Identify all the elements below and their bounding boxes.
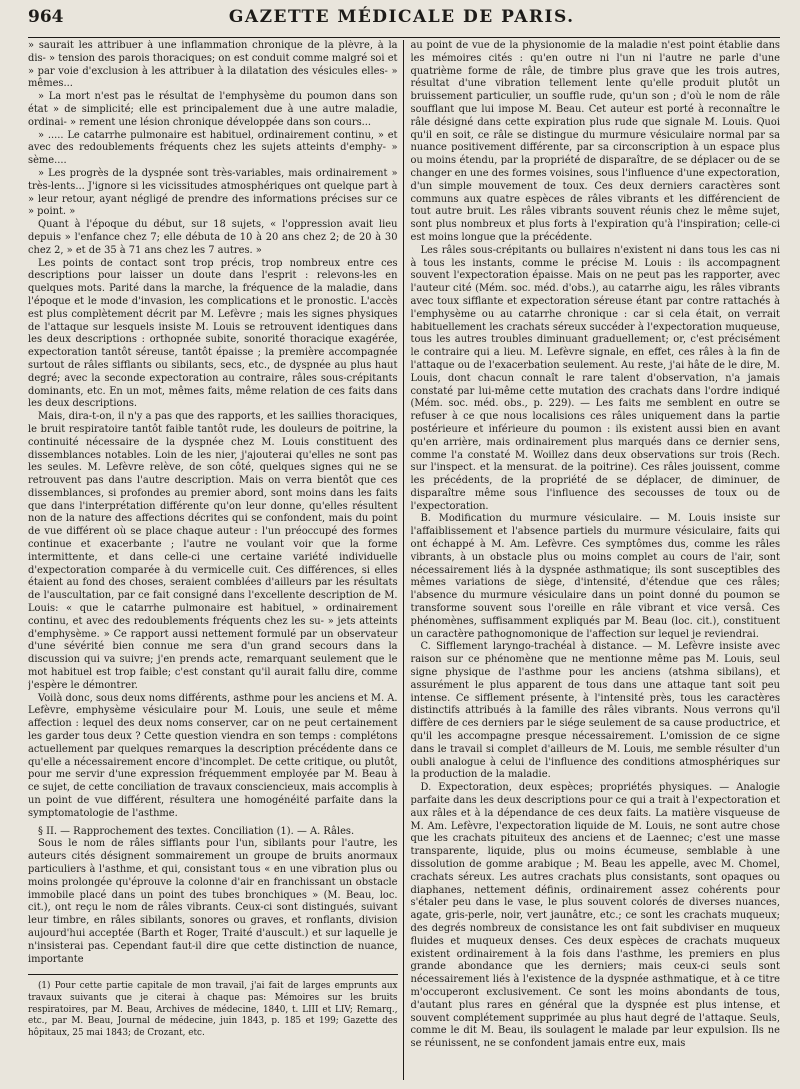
subsection-paragraph: D. Expectoration, deux espèces; propriétés physiques. — Analogie parfaite dans les deux descriptions pour ce qui a trait à l'expectoration et aux râles et à la dépendance de ces deux faits. La matière visqueuse de M. Am. Lefèvre, l'expectoration liquide de M. Louis, ne sont autre chose que les crachats pituiteux des anciens et de Laennec; c'est une masse transparente, liquide, plus ou moins écumeuse, semblable à une dissolution de gomme arabique ; M. Beau les appelle, avec M. Chomel, crachats séreux. Les autres crachats plus consistants, sont opaques ou diaphanes, nettement définis, ordinairement assez cohérents pour s'étaler peu dans le vase, le plus souvent colorés de diverses nuances, agate, gris-perle, noir, vert jaunâtre, etc.; ce sont les crachats muqueux; des degrés nombreux de consistance les ont fait subdiviser en muqueux fluides et muqueux denses. Ces deux espèces de crachats muqueux existent ordinairement à la fois dans l'asthme, les premiers en plus grande abondance que les derniers; mais ceux-ci seuls sont nécessairement liés à l'existence de la dyspnée asthmatique, et à ce titre m'occuperont exclusivement. Ce sont les moins abondants de tous, d'autant plus rares en général que la dyspnée est plus intense, et souvent complétement supprimée au plus haut degré de l'attaque. Seuls, comme le dit M. Beau, ils soulagent le malade par leur expulsion. Ils ne se réunissent, ne se confondent jamais entre eux, mais — [410, 782, 781, 1050]
body-paragraph: au point de vue de la physionomie de la maladie n'est point établie dans les mémoires cités : qu'en outre ni l'un ni l'autre ne parle d'une quatrième forme de râle, de timbre plus grave que les trois autres, résultat d'une vibration tellement lente qu'elle produit plutôt un bruissement particulier, un souffle rude, qu'un son ; d'où le nom de râle soufflant que lui impose M. Beau. Cet auteur est porté à reconnaître le râle désigné dans cette expiration plus rude que signale M. Louis. Quoi qu'il en soit, ce râle se distingue du murmure vésiculaire normal par sa nuance positivement différente, par sa circonscription à un espace plus ou moins étendu, par la propriété de disparaître, de se déplacer ou de se changer en une des formes voisines, sous l'influence d'une expectoration, d'un simple mouvement de toux. Ces deux derniers caractères sont communs aux quatre espèces de râles vibrants et les différencient de tout autre bruit. Les râles vibrants souvent réunis chez le même sujet, sont plus nombreux et plus forts à l'expiration qu'à l'inspiration; celle-ci est moins longue que la précédente. — [410, 40, 781, 243]
body-paragraph: Voilà donc, sous deux noms différents, asthme pour les anciens et M. A. Lefèvre, emphysème vésiculaire pour M. Louis, une seule et même affection : lequel des deux noms conserver, car on ne peut certainement les garder tous deux ? Cette question viendra en son temps : complétons actuellement par quelques remarques la description précédente dans ce qu'elle a nécessairement encore d'incomplet. De cette critique, ou plutôt, pour me servir d'une expression fréquemment employée par M. Beau à ce sujet, de cette conciliation de travaux consciencieux, mais accomplis à un point de vue différent, résultera une homogénéité parfaite dans la symptomatologie de l'asthme. — [28, 692, 398, 819]
left-column — [28, 40, 398, 1080]
body-paragraph: Les points de contact sont trop précis, trop nombreux entre ces descriptions pour laisser un doute dans l'esprit : relevons-les en quelques mots. Parité dans la marche, la fréquence de la maladie, dans l'époque et le mode d'invasion, les complications et le pronostic. L'accès est plus complètement décrit par M. Lefèvre ; mais les signes physiques de l'attaque sur lesquels insiste M. Louis se retrouvent identiques dans les deux descriptions : orthopnée subite, sonorité thoracique exagérée, expectoration tantôt séreuse, tantôt épaisse ; la première accompagnée surtout de râles sifflants ou sibilants, secs, etc., de dyspnée au plus haut degré; avec la seconde expectoration au contraire, râles sous-crépitants dominants, etc. En un mot, mêmes faits, même relation de ces faits dans les deux descriptions. — [28, 257, 398, 410]
body-paragraph: Les râles sous-crépitants ou bullaires n'existent ni dans tous les cas ni à tous les instants, comme le précise M. Louis : ils accompagnent souvent l'expectoration épaisse. Mais on ne peut pas les rapporter, avec l'auteur cité (Mém. soc. méd. d'obs.), au catarrhe aigu, les râles vibrants avec toux sifflante et expectoration séreuse étant par contre rattachés à l'emphysème ou au catarrhe chronique : car si cela était, on verrait habituellement les crachats séreux succéder à l'expectoration muqueuse, tous les autres troubles diminuant graduellement; or, c'est précisément le contraire qui a lieu. M. Lefèvre signale, en effet, ces râles à la fin de l'attaque ou de l'exacerbation seulement. Au reste, j'ai hâte de le dire, M. Louis, dont chacun connaît le rare talent d'observation, n'a jamais constaté par lui-même cette mutation des crachats dans l'ordre indiqué (Mém. soc. méd. obs., p. 229). — Les faits me semblent en outre se refuser à ce que nous localisions ces râles uniquement dans la partie postérieure et inférieure du poumon : ils existent aussi bien en avant qu'en arrière, mais ordinairement plus marqués dans ce dernier sens, comme l'a constaté M. Woillez dans deux observations sur trois (Rech. sur l'inspect. et la mensurat. de la poitrine). Ces râles jouissent, comme les précédents, de la propriété de se déplacer, de diminuer, de disparaître même sous l'influence des secousses de toux ou de l'expectoration. — [410, 244, 781, 512]
footnotes — [28, 974, 398, 1039]
footnote: (1) Pour cette partie capitale de mon travail, j'ai fait de larges emprunts aux travaux suivants que je citerai à chaque pas: Mémoires sur les bruits respiratoires, par M. Beau, Archives de médecine, 1840, t. LIII et LIV; Remarq., etc., par M. Beau, Journal de médecine, juin 1843, p. 185 et 199; Gazette des hôpitaux, 25 mai 1843; de Crozant, etc. — [28, 981, 398, 1038]
two-column-body — [28, 40, 780, 1080]
journal-title: GAZETTE MÉDICALE DE PARIS. — [228, 7, 575, 27]
page-number: 964 — [28, 7, 64, 27]
right-column — [411, 40, 781, 1080]
quoted-paragraph: » saurait les attribuer à une inflammation chronique de la plèvre, à la dis- » tension des parois thoraciques; on est conduit comme malgré soi et » par voie d'exclusion à les attribuer à la dilatation des vésicules elles- » mêmes... — [28, 40, 398, 90]
body-paragraph: Quant à l'époque du début, sur 18 sujets, « l'oppression avait lieu depuis » l'enfance chez 7; elle débuta de 10 à 20 ans chez 2; de 20 à 30 chez 2, » et de 35 à 71 ans chez les 7 autres. » — [28, 219, 398, 256]
section-heading: § II. — Rapprochement des textes. Conciliation (1). — A. Râles. — [38, 825, 355, 837]
quoted-paragraph: » La mort n'est pas le résultat de l'emphysème du poumon dans son état » de simplicité; elle est principalement due à une autre maladie, ordinai- » rement une lésion chronique développée dans son cours... — [28, 91, 398, 128]
body-paragraph: Mais, dira-t-on, il n'y a pas que des rapports, et les saillies thoraciques, le bruit respiratoire tantôt faible tantôt rude, les douleurs de poitrine, la continuité nécessaire de la dyspnée chez M. Louis constituent des dissemblances notables. Loin de les nier, j'ajouterai qu'elles ne sont pas les seules. M. Lefèvre relève, de son côté, quelques signes qui ne se retrouvent pas dans l'autre description. Mais on verra bientôt que ces dissemblances, si profondes au premier abord, sont moins dans les faits que dans l'interprétation différente qu'on leur donne, qu'elles résultent non de la nature des affections décrites qui se confondent, mais du point de vue différent où se place chaque auteur : l'un préoccupé des formes continue et exacerbante ; l'autre ne voulant voir que la forme intermittente, et dans celle-ci une certaine variété individuelle d'expectoration comparée à du vermicelle cuit. Ces différences, si elles étaient au fond des choses, seraient comblées d'ailleurs par les résultats de l'auscultation, par ce fait consigné dans l'excellente description de M. Louis: « que le catarrhe pulmonaire est habituel, » ordinairement continu, et avec des redoublements fréquents chez les su- » jets atteints d'emphysème. » Ce rapport aussi nettement formulé par un observateur d'une sévérité bien connue me sera d'un grand secours dans la discussion qui va suivre; j'en prends acte, remarquant seulement que le mot habituel est trop faible; c'est constant qu'il aurait fallu dire, comme j'espère le démontrer. — [28, 411, 398, 691]
body-paragraph: Sous le nom de râles sifflants pour l'un, sibilants pour l'autre, les auteurs cités désignent sommairement un groupe de bruits anormaux particuliers à l'asthme, et qui, consistant tous « en une vibration plus ou moins prolongée qu'éprouve la colonne d'air en franchissant un obstacle immobile placé dans un point des tubes bronchiques » (M. Beau, loc. cit.), ont reçu le nom de râles vibrants. Ceux-ci sont distingués, suivant leur timbre, en râles sibilants, sonores ou graves, et ronflants, division aujourd'hui acceptée (Barth et Roger, Traité d'auscult.) et sur laquelle je n'insisterai pas. Cependant faut-il dire que cette distinction de nuance, importante — [28, 838, 398, 965]
page — [8, 4, 792, 1081]
subsection-paragraph: B. Modification du murmure vésiculaire. — M. Louis insiste sur l'affaiblissement et l'absence partiels du murmure vésiculaire, faits qui ont échappé à M. Am. Lefèvre. Ces symptômes dus, comme les râles vibrants, à un obstacle plus ou moins complet au cours de l'air, sont nécessairement liés à la dyspnée asthmatique; ils sont susceptibles des mêmes variations de siège, d'intensité, d'étendue que ces râles; l'absence du murmure vésiculaire dans un point donné du poumon se transforme souvent sous l'oreille en râle vibrant et vice versâ. Ces phénomènes, suffisamment expliqués par M. Beau (loc. cit.), constituent un caractère pathognomonique de l'affection sur lequel je reviendrai. — [410, 513, 781, 640]
column-divider — [403, 40, 404, 1080]
subsection-paragraph: C. Sifflement laryngo-trachéal à distance. — M. Lefèvre insiste avec raison sur ce phénomène que ne mentionne même pas M. Louis, seul signe physique de l'asthme pour les anciens (atshma sibilans), et assurément le plus apparent de tous dans une attaque tant soit peu intense. Ce sifflement présente, à l'intensité près, tous les caractères distinctifs attribués à la famille des râles vibrants. Nous verrons qu'il diffère de ces derniers par le siége seulement de sa cause productrice, et qu'il les accompagne presque nécessairement. L'omission de ce signe dans le travail si complet d'ailleurs de M. Louis, me semble résulter d'un oubli analogue à celui de l'influence des conditions atmosphériques sur la production de la maladie. — [410, 641, 781, 781]
quoted-paragraph: » ..... Le catarrhe pulmonaire est habituel, ordinairement continu, » et avec des redoublements fréquents chez les sujets atteints d'emphy- » sème.... — [28, 129, 398, 167]
quoted-paragraph: » Les progrès de la dyspnée sont très-variables, mais ordinairement » très-lents... J'ignore si les vicissitudes atmosphériques ont quelque part à » leur retour, ayant négligé de prendre des informations précises sur ce » point. » — [28, 167, 398, 218]
running-header — [28, 4, 780, 38]
